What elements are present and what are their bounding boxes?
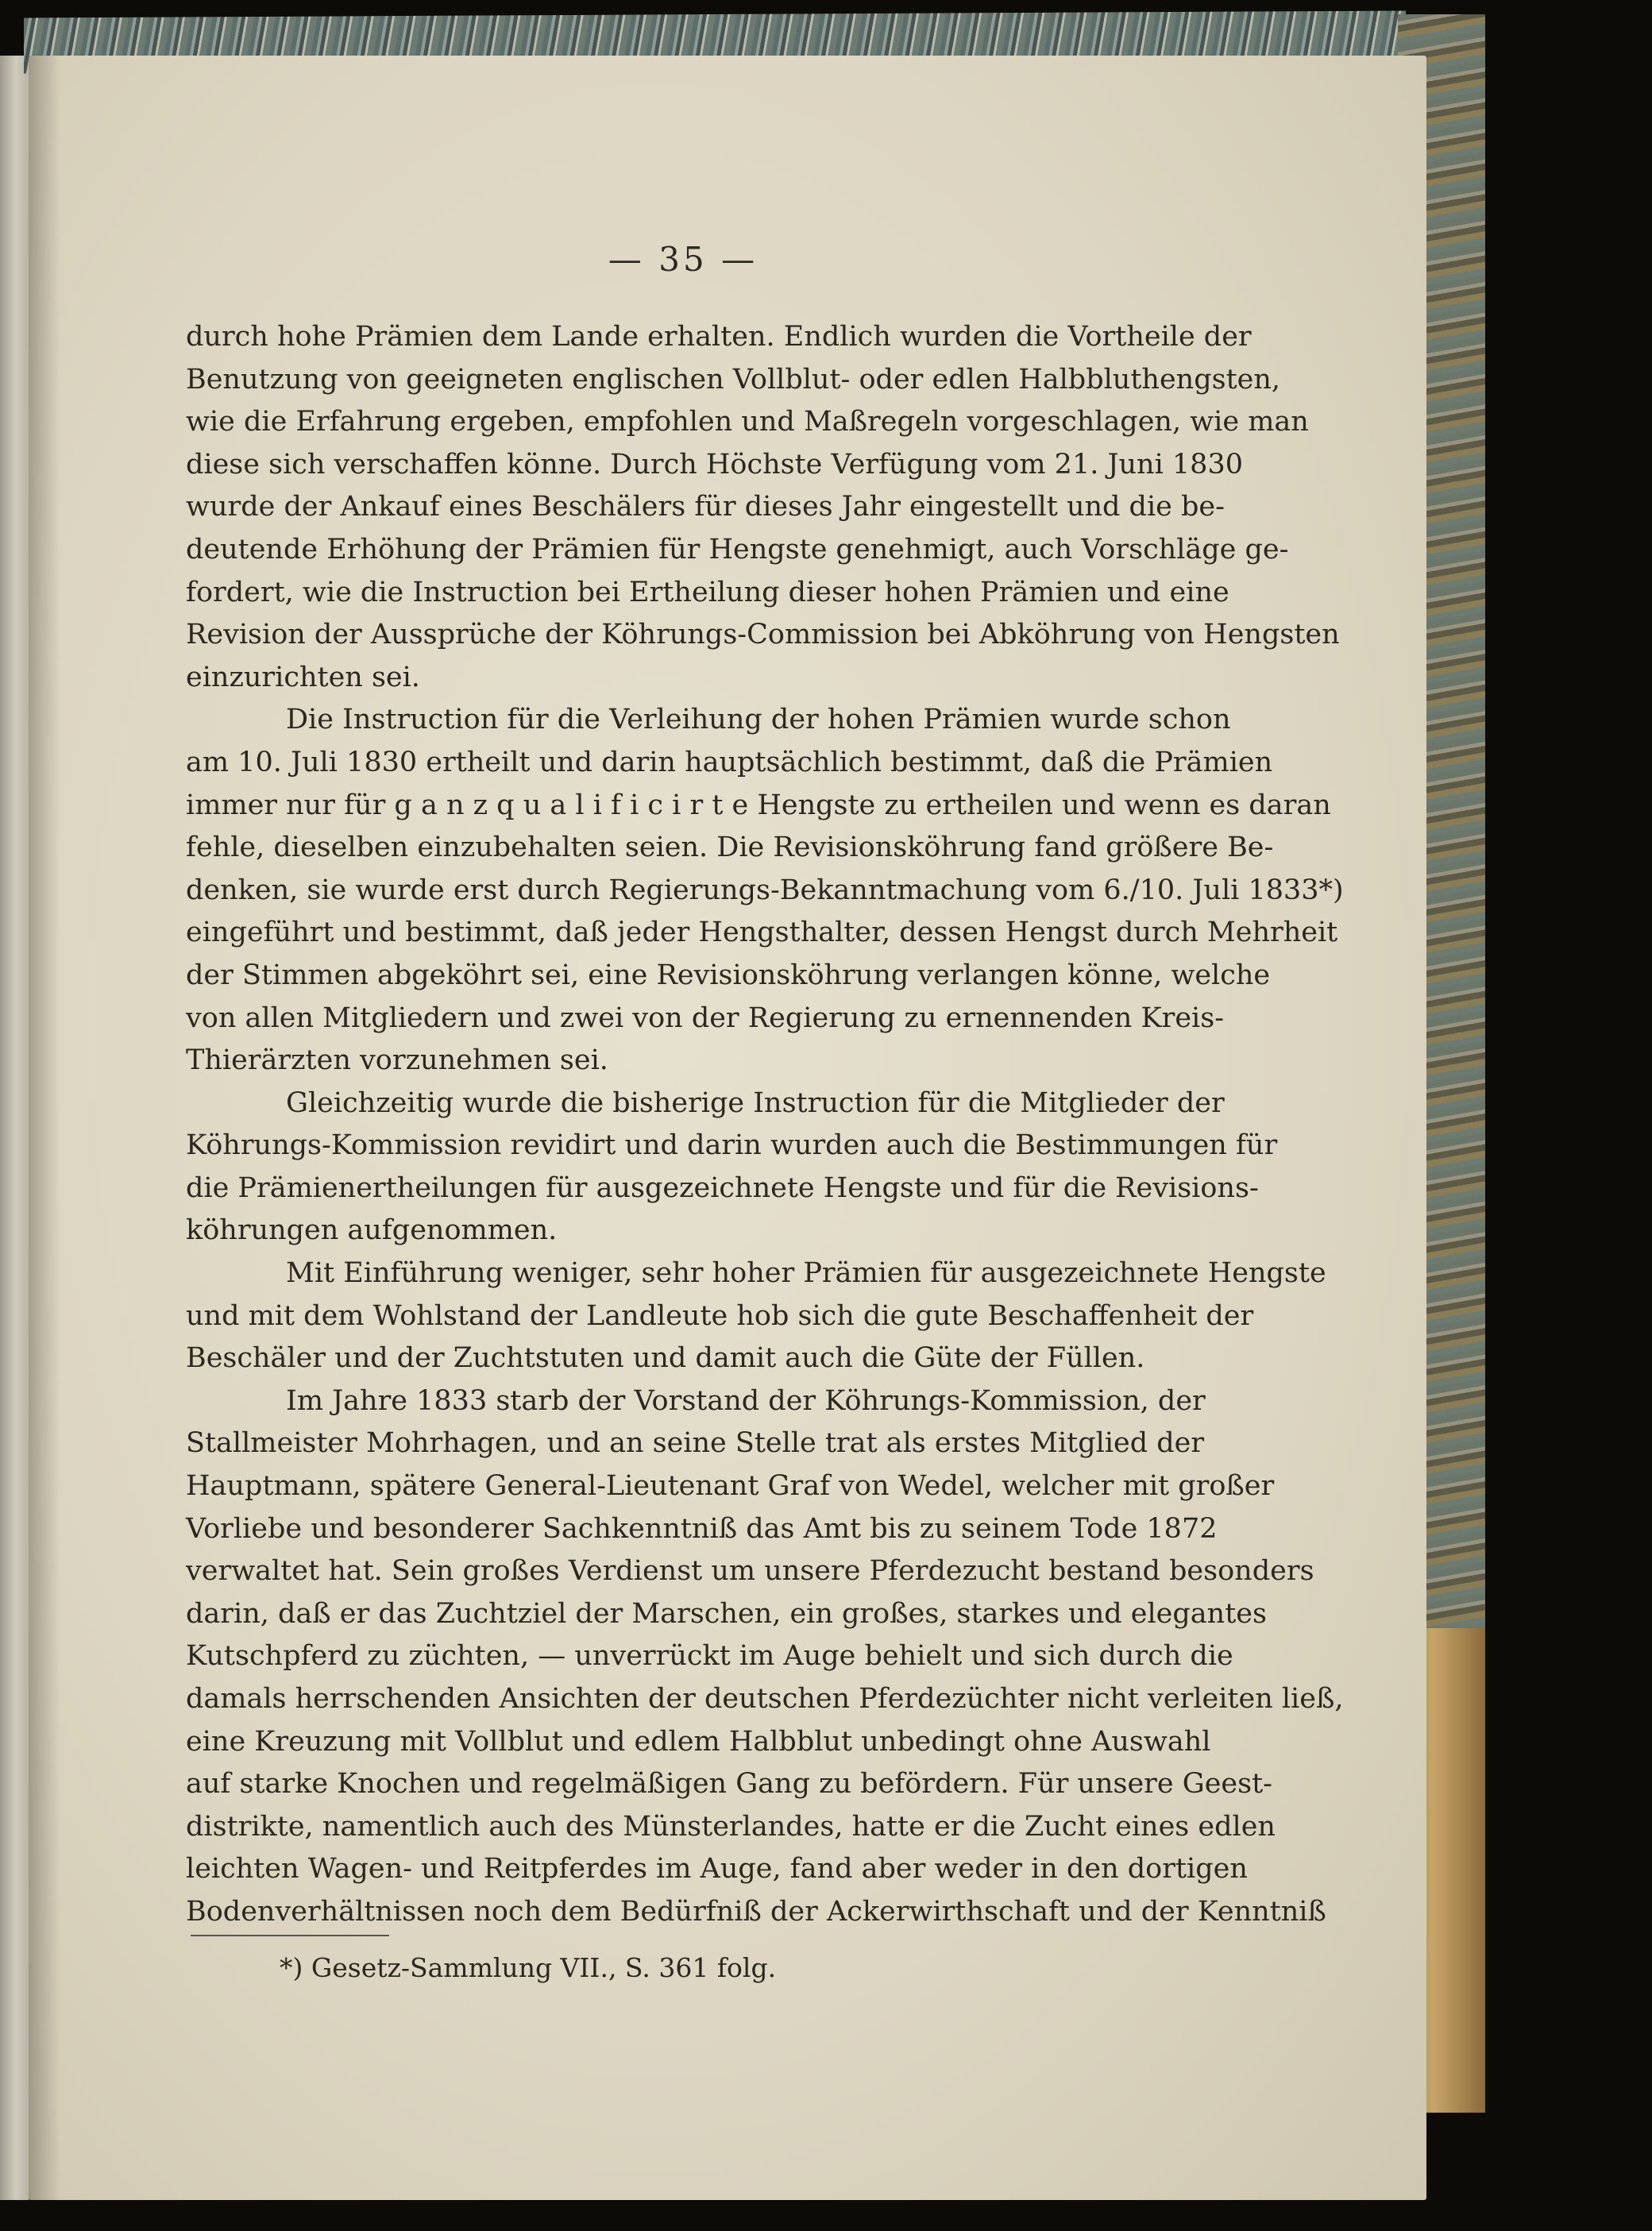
text-line: Benutzung von geeigneten englischen Vollblut- oder edlen Halbbluthengsten, xyxy=(186,363,1281,396)
text-line: köhrungen aufgenommen. xyxy=(186,1214,558,1247)
text-line: und mit dem Wohlstand der Landleute hob sich die gute Beschaffenheit der xyxy=(186,1299,1254,1332)
text-line: Mit Einführung weniger, sehr hoher Prämien für ausgezeichnete Hengste xyxy=(286,1257,1326,1290)
text-line: fordert, wie die Instruction bei Ertheilung dieser hohen Prämien und eine xyxy=(186,576,1229,608)
text-line: darin, daß er das Zuchtziel der Marschen, ein großes, starkes und elegantes xyxy=(186,1597,1267,1630)
body-text xyxy=(186,316,1344,1934)
text-line: wurde der Ankauf eines Beschälers für dieses Jahr eingestellt und die be- xyxy=(186,491,1225,523)
text-line: Im Jahre 1833 starb der Vorstand der Köhrungs-Kommission, der xyxy=(286,1384,1206,1417)
text-line: denken, sie wurde erst durch Regierungs-Bekanntmachung vom 6./10. Juli 1833*) xyxy=(186,874,1344,906)
text-line: distrikte, namentlich auch des Münsterlandes, hatte er die Zucht eines edlen xyxy=(186,1810,1276,1843)
text-line: am 10. Juli 1830 ertheilt und darin hauptsächlich bestimmt, daß die Prämien xyxy=(186,746,1273,778)
text-line: immer nur für g a n z q u a l i f i c i r t e Hengste zu ertheilen und wenn es daran xyxy=(186,789,1331,821)
text-line: Hauptmann, spätere General-Lieutenant Graf von Wedel, welcher mit großer xyxy=(186,1470,1275,1503)
footnote-rule xyxy=(191,1935,389,1936)
text-line: der Stimmen abgeköhrt sei, eine Revisionsköhrung verlangen könne, welche xyxy=(186,959,1271,991)
text-line: Die Instruction für die Verleihung der hohen Prämien wurde schon xyxy=(286,704,1231,736)
text-line: Bodenverhältnissen noch dem Bedürfniß der Ackerwirthschaft und der Kenntniß xyxy=(186,1895,1326,1928)
text-line: Kutschpferd zu züchten, — unverrückt im Auge behielt und sich durch die xyxy=(186,1640,1233,1673)
text-line: Stallmeister Mohrhagen, und an seine Stelle trat als erstes Mitglied der xyxy=(186,1427,1205,1460)
text-line: leichten Wagen- und Reitpferdes im Auge, fand aber weder in den dortigen xyxy=(186,1853,1248,1886)
text-line: Revision der Aussprüche der Köhrungs-Commission bei Abköhrung von Hengsten xyxy=(186,619,1340,651)
text-line: wie die Erfahrung ergeben, empfohlen und Maßregeln vorgeschlagen, wie man xyxy=(186,406,1309,438)
text-line: Vorliebe und besonderer Sachkenntniß das Amt bis zu seinem Tode 1872 xyxy=(186,1512,1218,1545)
text-line: auf starke Knochen und regelmäßigen Gang zu befördern. Für unsere Geest- xyxy=(186,1768,1272,1801)
text-line: eingeführt und bestimmt, daß jeder Hengsthalter, dessen Hengst durch Mehrheit xyxy=(186,917,1338,949)
text-line: verwaltet hat. Sein großes Verdienst um unsere Pferdezucht bestand besonders xyxy=(186,1555,1314,1588)
text-line: von allen Mitgliedern und zwei von der Regierung zu ernennenden Kreis- xyxy=(186,1002,1225,1034)
page-gutter-shadow xyxy=(29,56,60,2200)
text-line: einzurichten sei. xyxy=(186,661,420,693)
text-line: Thierärzten vorzunehmen sei. xyxy=(186,1044,608,1077)
text-line: durch hohe Prämien dem Lande erhalten. Endlich wurden die Vortheile der xyxy=(186,321,1252,353)
text-line: Gleichzeitig wurde die bisherige Instruction für die Mitglieder der xyxy=(286,1087,1225,1119)
text-line: die Prämienertheilungen für ausgezeichnete Hengste und für die Revisions- xyxy=(186,1171,1259,1204)
text-line: fehle, dieselben einzubehalten seien. Die Revisionsköhrung fand größere Be- xyxy=(186,832,1274,864)
text-line: eine Kreuzung mit Vollblut und edlem Halbblut unbedingt ohne Auswahl xyxy=(186,1725,1211,1758)
text-line: Beschäler und der Zuchtstuten und damit auch die Güte der Füllen. xyxy=(186,1342,1145,1375)
text-line: deutende Erhöhung der Prämien für Hengste genehmigt, auch Vorschläge ge- xyxy=(186,533,1289,565)
footnote: *) Gesetz-Sammlung VII., S. 361 folg. xyxy=(280,1952,777,1983)
text-line: Köhrungs-Kommission revidirt und darin wurden auch die Bestimmungen für xyxy=(186,1129,1278,1162)
text-line: diese sich verschaffen könne. Durch Höchste Verfügung vom 21. Juni 1830 xyxy=(186,448,1243,481)
text-line: damals herrschenden Ansichten der deutschen Pferdezüchter nicht verleiten ließ, xyxy=(186,1683,1344,1715)
page-number: — 35 — xyxy=(608,240,758,279)
adjacent-page-edge xyxy=(0,56,30,2200)
